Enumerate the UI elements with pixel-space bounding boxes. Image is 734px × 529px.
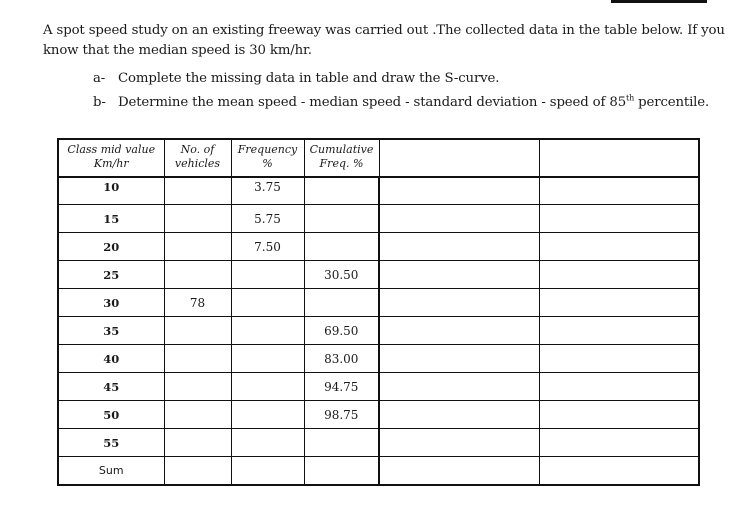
cell-extra-2 bbox=[539, 317, 699, 345]
cell-mid: 30 bbox=[58, 289, 164, 317]
task-b-text: Determine the mean speed - median speed - standard deviation - speed of 85 bbox=[118, 95, 627, 110]
task-a-marker: a- bbox=[93, 71, 106, 86]
table-row bbox=[58, 289, 699, 317]
cell-mid: 15 bbox=[58, 205, 164, 233]
cell-frequency bbox=[231, 429, 304, 457]
cell-extra-2 bbox=[539, 373, 699, 401]
cell-mid: 25 bbox=[58, 261, 164, 289]
cell-mid: 35 bbox=[58, 317, 164, 345]
cell-extra-2 bbox=[539, 261, 699, 289]
table-row bbox=[58, 317, 699, 345]
cell-extra-2 bbox=[539, 177, 699, 205]
header-extra-2 bbox=[539, 139, 699, 177]
header-cumulative-freq: Cumulative Freq. % bbox=[304, 139, 379, 177]
cell-extra-1 bbox=[379, 373, 539, 401]
table-row bbox=[58, 261, 699, 289]
cell-vehicles bbox=[164, 429, 231, 457]
cell-vehicles bbox=[164, 345, 231, 373]
cell-extra-1 bbox=[379, 401, 539, 429]
table-header-row bbox=[58, 139, 699, 177]
problem-line-1: A spot speed study on an existing freeway was carried out .The collected data in the table below. If you bbox=[43, 23, 725, 38]
cell-vehicles bbox=[164, 233, 231, 261]
header-frequency: Frequency % bbox=[231, 139, 304, 177]
speed-data-table bbox=[57, 138, 700, 486]
table-row bbox=[58, 345, 699, 373]
cell-extra-2 bbox=[539, 457, 699, 486]
cell-extra-1 bbox=[379, 289, 539, 317]
cell-extra-2 bbox=[539, 233, 699, 261]
problem-line-2: know that the median speed is 30 km/hr. bbox=[43, 43, 312, 58]
cell-cumulative bbox=[304, 429, 379, 457]
cell-mid: 45 bbox=[58, 373, 164, 401]
cell-cumulative bbox=[304, 289, 379, 317]
cell-vehicles bbox=[164, 205, 231, 233]
cell-extra-2 bbox=[539, 289, 699, 317]
cell-extra-1 bbox=[379, 345, 539, 373]
cell-extra-1 bbox=[379, 317, 539, 345]
cell-cumulative: 69.50 bbox=[304, 317, 379, 345]
table-row-sum bbox=[58, 457, 699, 486]
cell-frequency bbox=[231, 261, 304, 289]
task-a-text: Complete the missing data in table and draw the S-curve. bbox=[118, 71, 500, 86]
cell-extra-1 bbox=[379, 457, 539, 486]
cell-vehicles bbox=[164, 177, 231, 205]
cell-extra-1 bbox=[379, 233, 539, 261]
cell-frequency bbox=[231, 317, 304, 345]
cell-extra-1 bbox=[379, 261, 539, 289]
cell-frequency bbox=[231, 373, 304, 401]
table-row bbox=[58, 401, 699, 429]
cell-cumulative: 83.00 bbox=[304, 345, 379, 373]
cell-extra-2 bbox=[539, 401, 699, 429]
top-rule bbox=[611, 0, 707, 3]
cell-cumulative bbox=[304, 233, 379, 261]
cell-mid: 40 bbox=[58, 345, 164, 373]
cell-cumulative bbox=[304, 457, 379, 486]
cell-cumulative: 94.75 bbox=[304, 373, 379, 401]
cell-vehicles: 78 bbox=[164, 289, 231, 317]
cell-mid: 20 bbox=[58, 233, 164, 261]
task-b-marker: b- bbox=[93, 95, 106, 110]
cell-extra-1 bbox=[379, 429, 539, 457]
cell-cumulative: 30.50 bbox=[304, 261, 379, 289]
task-b bbox=[93, 91, 709, 115]
cell-frequency bbox=[231, 457, 304, 486]
task-b-sup: th bbox=[626, 93, 635, 103]
task-list bbox=[93, 67, 709, 115]
cell-mid: 55 bbox=[58, 429, 164, 457]
table-row bbox=[58, 373, 699, 401]
cell-extra-2 bbox=[539, 429, 699, 457]
task-b-text-end: percentile. bbox=[634, 95, 710, 110]
cell-extra-1 bbox=[379, 177, 539, 205]
cell-frequency: 7.50 bbox=[231, 233, 304, 261]
cell-frequency bbox=[231, 345, 304, 373]
cell-cumulative: 98.75 bbox=[304, 401, 379, 429]
cell-vehicles bbox=[164, 373, 231, 401]
cell-mid: 50 bbox=[58, 401, 164, 429]
cell-frequency: 3.75 bbox=[231, 177, 304, 205]
cell-sum-label: Sum bbox=[58, 457, 164, 486]
cell-mid: 10 bbox=[58, 177, 164, 205]
cell-frequency bbox=[231, 289, 304, 317]
table-row bbox=[58, 205, 699, 233]
cell-extra-2 bbox=[539, 205, 699, 233]
task-a bbox=[93, 67, 709, 91]
problem-statement bbox=[43, 21, 725, 61]
table-row bbox=[58, 233, 699, 261]
cell-vehicles bbox=[164, 401, 231, 429]
cell-vehicles bbox=[164, 261, 231, 289]
cell-cumulative bbox=[304, 177, 379, 205]
header-extra-1 bbox=[379, 139, 539, 177]
table-row bbox=[58, 177, 699, 205]
cell-frequency: 5.75 bbox=[231, 205, 304, 233]
cell-vehicles bbox=[164, 457, 231, 486]
cell-vehicles bbox=[164, 317, 231, 345]
cell-extra-1 bbox=[379, 205, 539, 233]
header-class-mid-value: Class mid value Km/hr bbox=[58, 139, 164, 177]
table-row bbox=[58, 429, 699, 457]
cell-cumulative bbox=[304, 205, 379, 233]
cell-frequency bbox=[231, 401, 304, 429]
header-no-of-vehicles: No. of vehicles bbox=[164, 139, 231, 177]
cell-extra-2 bbox=[539, 345, 699, 373]
